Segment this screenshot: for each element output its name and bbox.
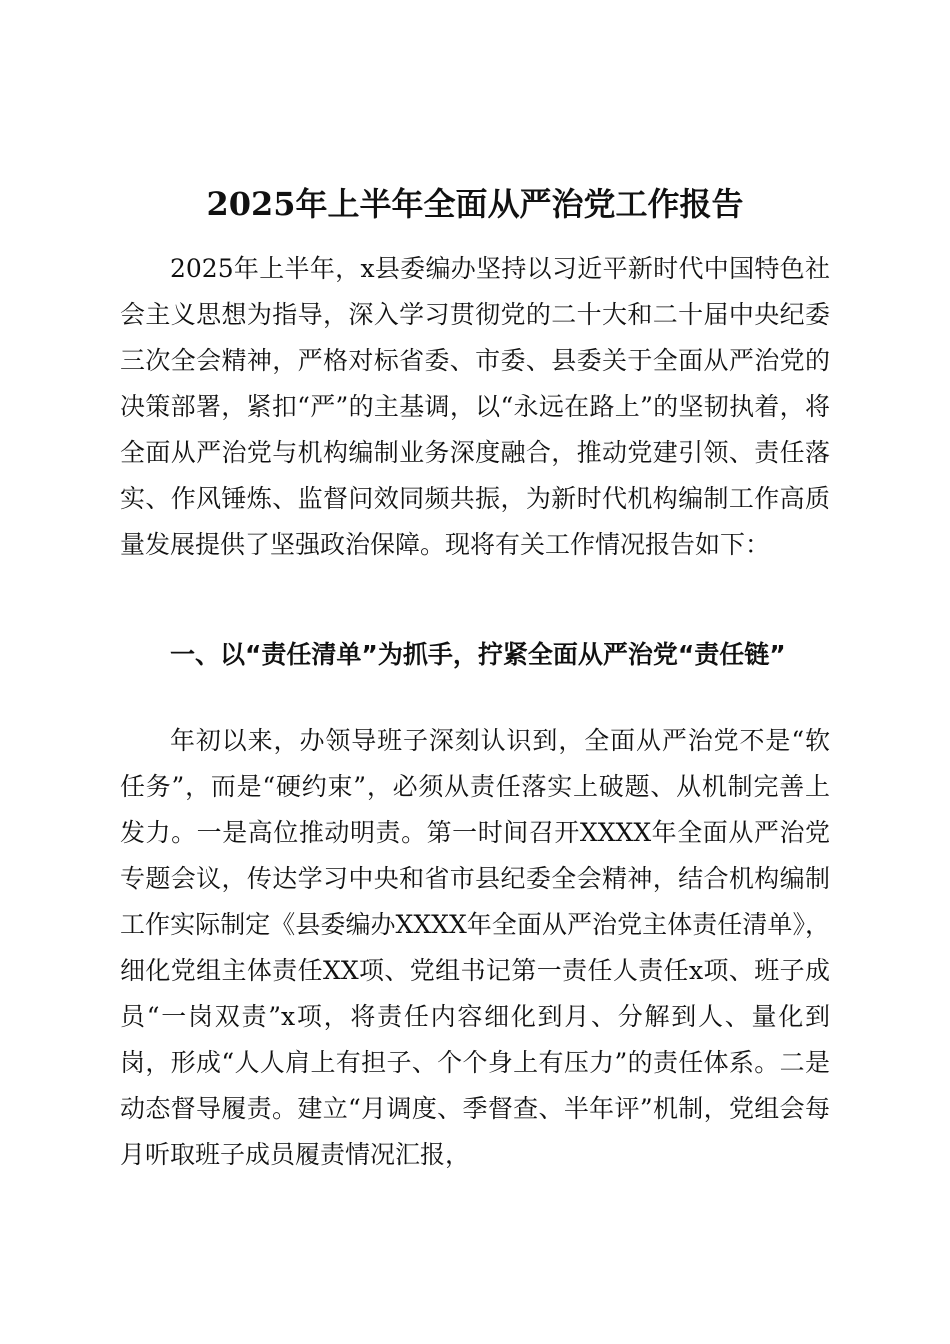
section-heading-1: 一、以“责任清单”为抓手，拧紧全面从严治党“责任链” xyxy=(170,640,786,669)
section-paragraph-1: 年初以来，办领导班子深刻认识到，全面从严治党不是“软任务”，而是“硬约束”，必须从责任落实上破题、从机制完善上发力。一是高位推动明责。第一时间召开XXXX年全面从严治党专题会议，传达学习中央和省市县纪委全会精神，结合机构编制工作实际制定《县委编办XXXX年全面从严治党主体责任清单》，细化党组主体责任XX项、党组书记第一责任人责任x项、班子成员“一岗双责”x项，将责任内容细化到月、分解到人、量化到岗，形成“人人肩上有担子、个个身上有压力”的责任体系。二是动态督导履责。建立“月调度、季督查、半年评”机制，党组会每月听取班子成员履责情况汇报， xyxy=(120,726,830,1169)
document-title: 2025年上半年全面从严治党工作报告 xyxy=(206,185,744,223)
intro-paragraph: 2025年上半年，x县委编办坚持以习近平新时代中国特色社会主义思想为指导，深入学习贯彻党的二十大和二十届中央纪委三次全会精神，严格对标省委、市委、县委关于全面从严治党的决策部署，紧扣“严”的主基调，以“永远在路上”的坚韧执着，将全面从严治党与机构编制业务深度融合，推动党建引领、责任落实、作风锤炼、监督问效同频共振，为新时代机构编制工作高质量发展提供了坚强政治保障。现将有关工作情况报告如下： xyxy=(120,254,830,559)
